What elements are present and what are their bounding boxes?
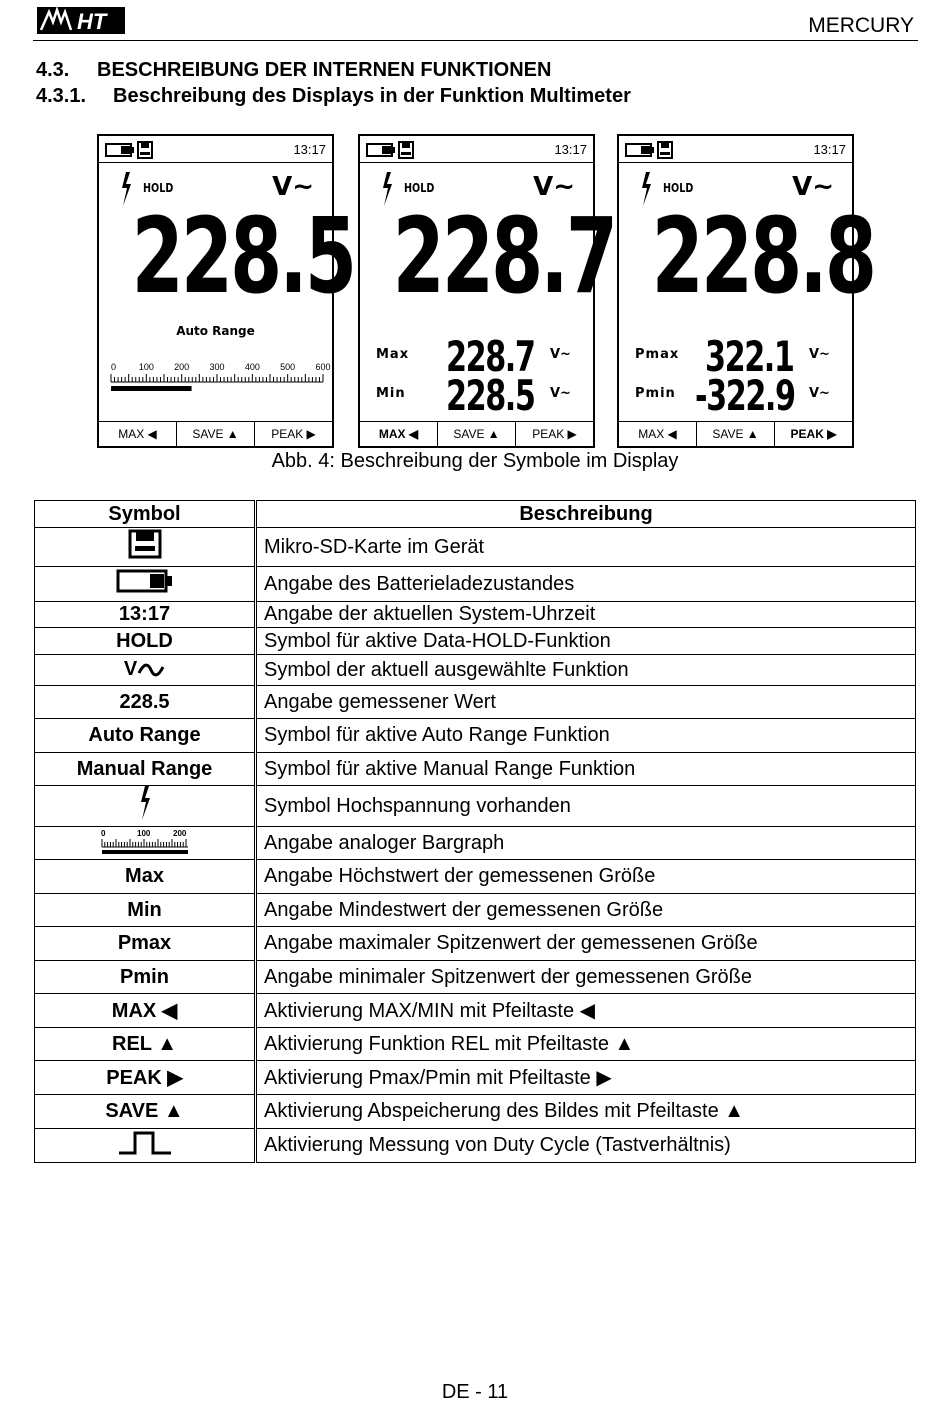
max-button[interactable]: MAX ◀ — [619, 422, 697, 446]
softkey-bar — [619, 421, 852, 446]
clock-time: 13:17 — [554, 142, 587, 157]
column-header-symbol: Symbol — [35, 501, 256, 528]
battery-icon — [116, 569, 174, 599]
symbol-cell — [35, 860, 256, 894]
bargraph-tick-label: 0 — [100, 829, 105, 838]
symbol-cell — [35, 1129, 256, 1163]
column-header-description: Beschreibung — [256, 501, 916, 528]
ht-logo — [37, 4, 125, 34]
bargraph-icon — [99, 828, 191, 858]
symbol-cell — [35, 655, 256, 686]
symbol-cell — [35, 827, 256, 860]
description-cell: Symbol für aktive Data-HOLD-Funktion — [256, 628, 916, 655]
softkey-bar — [360, 421, 593, 446]
table-row — [35, 686, 916, 719]
bargraph-icon — [107, 360, 329, 396]
status-bar — [360, 136, 593, 163]
hold-indicator: HOLD — [404, 181, 435, 195]
table-row — [35, 602, 916, 628]
description-cell: Angabe der aktuellen System-Uhrzeit — [256, 602, 916, 628]
symbol-cell — [35, 894, 256, 927]
max-button[interactable]: MAX ◀ — [360, 422, 438, 446]
symbol-cell — [35, 528, 256, 567]
table-header-row — [35, 501, 916, 528]
ac-wave-icon — [137, 659, 165, 682]
description-cell: Angabe gemessener Wert — [256, 686, 916, 719]
battery-icon — [366, 143, 396, 157]
clock-time: 13:17 — [293, 142, 326, 157]
page-number: DE - 11 — [441, 1381, 509, 1403]
table-row — [35, 786, 916, 827]
scale-tick-label: 0 — [111, 362, 117, 372]
peak-button[interactable]: PEAK ▶ — [790, 427, 837, 441]
bargraph-tick-label: 200 — [172, 829, 186, 838]
description-cell: Angabe Mindestwert der gemessenen Größe — [256, 894, 916, 927]
table-row — [35, 860, 916, 894]
description-cell: Angabe minimaler Spitzenwert der gemessenen Größe — [256, 961, 916, 994]
symbol-text: HOLD — [116, 629, 173, 652]
min-unit: V~ — [550, 386, 571, 401]
min-label: Min — [376, 386, 406, 401]
section-heading: 4.3. BESCHREIBUNG DER INTERNEN FUNKTIONEN — [36, 59, 552, 81]
table-row — [35, 961, 916, 994]
svg-text:HT: HT — [77, 9, 107, 34]
table-row — [35, 894, 916, 927]
symbol-cell — [35, 961, 256, 994]
scale-tick-label: 300 — [209, 362, 225, 372]
table-row — [35, 927, 916, 961]
table-row — [35, 1129, 916, 1163]
scale-tick-label: 400 — [244, 362, 260, 372]
description-cell: Angabe des Batterieladezustandes — [256, 567, 916, 602]
battery-icon — [625, 143, 655, 157]
symbol-text: Pmin — [120, 965, 169, 988]
description-cell: Symbol der aktuell ausgewählte Funktion — [256, 655, 916, 686]
symbol-table — [34, 500, 916, 1163]
status-bar — [619, 136, 852, 163]
table-row — [35, 753, 916, 786]
description-cell: Mikro-SD-Karte im Gerät — [256, 528, 916, 567]
symbol-cell — [35, 628, 256, 655]
pmax-unit: V~ — [809, 347, 830, 362]
sd-card-icon — [398, 141, 414, 159]
high-voltage-icon — [137, 786, 153, 826]
symbol-text: 13:17 — [118, 603, 171, 625]
description-cell: Aktivierung Abspeicherung des Bildes mit Pfeiltaste ▲ — [256, 1095, 916, 1129]
symbol-cell — [35, 719, 256, 753]
table-row — [35, 719, 916, 753]
display-screen-max-min — [358, 134, 616, 448]
scale-tick-label: 200 — [174, 362, 190, 372]
pmax-value: 322.1 — [705, 332, 794, 381]
max-unit: V~ — [550, 347, 571, 362]
table-row — [35, 628, 916, 655]
scale-tick-label: 500 — [280, 362, 296, 372]
subsection-heading: 4.3.1. Beschreibung des Displays in der Funktion Multimeter — [36, 85, 631, 107]
clock-time: 13:17 — [813, 142, 846, 157]
function-indicator: V~ — [792, 172, 834, 202]
symbol-text: REL ▲ — [112, 1032, 177, 1055]
symbol-text: 228.5 — [119, 690, 170, 713]
softkey-bar — [99, 421, 332, 446]
battery-icon — [105, 143, 135, 157]
max-value: 228.7 — [446, 332, 535, 381]
duty-cycle-icon — [117, 1130, 173, 1162]
main-reading: 228.5 — [131, 195, 355, 317]
pmin-value: -322.9 — [695, 371, 795, 420]
description-cell: Aktivierung Pmax/Pmin mit Pfeiltaste ▶ — [256, 1061, 916, 1095]
range-indicator: Auto Range — [176, 324, 255, 338]
function-indicator: V~ — [533, 172, 575, 202]
description-cell: Aktivierung MAX/MIN mit Pfeiltaste ◀ — [256, 994, 916, 1028]
product-name: MERCURY — [808, 14, 914, 37]
scale-tick-label: 600 — [315, 362, 331, 372]
pmin-unit: V~ — [809, 386, 830, 401]
symbol-cell — [35, 1061, 256, 1095]
symbol-text: Auto Range — [88, 724, 201, 746]
symbol-cell — [35, 927, 256, 961]
table-row — [35, 827, 916, 860]
pmax-label: Pmax — [635, 347, 680, 362]
peak-button[interactable]: PEAK ▶ — [271, 427, 316, 441]
min-value: 228.5 — [446, 371, 535, 420]
main-reading: 228.7 — [392, 195, 616, 317]
description-cell: Angabe analoger Bargraph — [256, 827, 916, 860]
display-screen-peak — [617, 134, 875, 448]
symbol-cell — [35, 1095, 256, 1129]
table-row — [35, 1061, 916, 1095]
pmin-label: Pmin — [635, 386, 676, 401]
symbol-text: MAX ◀ — [111, 1000, 178, 1022]
description-cell: Aktivierung Messung von Duty Cycle (Tastverhältnis) — [256, 1129, 916, 1163]
header-rule — [33, 40, 918, 41]
figure-caption: Abb. 4: Beschreibung der Symbole im Display — [271, 450, 679, 472]
sd-card-icon — [657, 141, 673, 159]
table-row — [35, 1095, 916, 1129]
symbol-text: Max — [125, 865, 164, 887]
display-screen-auto-range — [97, 134, 355, 448]
save-button[interactable]: SAVE ▲ — [697, 422, 775, 446]
symbol-cell — [35, 686, 256, 719]
description-cell: Symbol Hochspannung vorhanden — [256, 786, 916, 827]
symbol-cell — [35, 567, 256, 602]
table-row — [35, 1028, 916, 1061]
table-row — [35, 567, 916, 602]
description-cell: Angabe Höchstwert der gemessenen Größe — [256, 860, 916, 894]
description-cell: Symbol für aktive Manual Range Funktion — [256, 753, 916, 786]
hold-indicator: HOLD — [663, 181, 694, 195]
status-bar — [99, 136, 332, 163]
sd-card-icon — [137, 141, 153, 159]
symbol-cell — [35, 753, 256, 786]
symbol-cell — [35, 786, 256, 827]
description-cell: Angabe maximaler Spitzenwert der gemessenen Größe — [256, 927, 916, 961]
symbol-text: Manual Range — [76, 757, 213, 780]
symbol-text: V — [123, 658, 138, 681]
scale-tick-label: 100 — [138, 362, 154, 372]
description-cell: Symbol für aktive Auto Range Funktion — [256, 719, 916, 753]
symbol-text: PEAK ▶ — [106, 1067, 183, 1089]
table-row — [35, 655, 916, 686]
hold-indicator: HOLD — [143, 181, 174, 195]
symbol-text: Pmax — [117, 932, 172, 954]
main-reading: 228.8 — [651, 195, 875, 317]
symbol-cell — [35, 1028, 256, 1061]
symbol-cell — [35, 602, 256, 628]
save-button[interactable]: SAVE ▲ — [177, 422, 255, 446]
max-label: Max — [376, 347, 410, 362]
symbol-text: Min — [127, 898, 162, 921]
symbol-text: SAVE ▲ — [105, 1100, 184, 1122]
table-row — [35, 528, 916, 567]
peak-button[interactable]: PEAK ▶ — [532, 427, 577, 441]
function-indicator: V~ — [272, 172, 314, 202]
save-button[interactable]: SAVE ▲ — [438, 422, 516, 446]
sd-card-icon — [128, 529, 162, 565]
max-button[interactable]: MAX ◀ — [99, 422, 177, 446]
table-row — [35, 994, 916, 1028]
symbol-cell — [35, 994, 256, 1028]
bargraph-tick-label: 100 — [136, 829, 150, 838]
description-cell: Aktivierung Funktion REL mit Pfeiltaste ▲ — [256, 1028, 916, 1061]
